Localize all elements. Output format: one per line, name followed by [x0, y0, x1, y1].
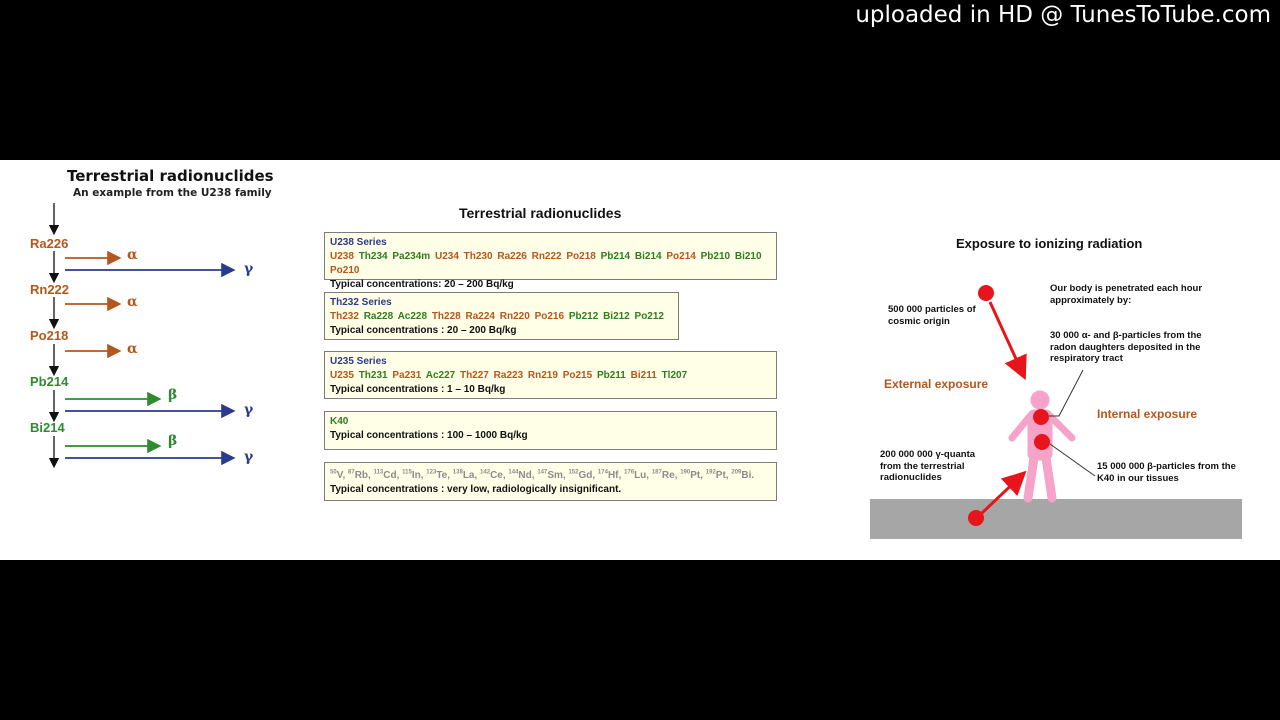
isotope: $^{113}$Cd, — [373, 470, 403, 482]
chain-nuclide: U234 — [434, 251, 459, 262]
chain-nuclide: Ra226 — [497, 251, 527, 262]
tissue-dot — [1034, 434, 1050, 450]
box-concentration: Typical concentrations: 20 – 200 Bq/kg — [330, 279, 514, 290]
box-header: K40 — [330, 416, 349, 427]
gamma-label-pb214: γ — [244, 402, 254, 418]
beta-label-pb214: β — [168, 387, 178, 403]
nuclide-po218: Po218 — [30, 328, 69, 343]
chain-nuclide: Po215 — [562, 370, 593, 381]
chain-nuclide: Rn222 — [531, 251, 562, 262]
isotope: $^{209}$Bi. — [731, 470, 755, 482]
chain-nuclide: Th230 — [463, 251, 493, 262]
chain-nuclide: Bi211 — [630, 370, 657, 381]
box-header: U235 Series — [330, 356, 387, 367]
isotope: $^{138}$La, — [452, 470, 481, 482]
cosmic-text: 500 000 particles of cosmic origin — [888, 304, 976, 327]
chain-nuclide: Pb212 — [568, 311, 599, 322]
isotope: $^{87}$Rb, — [348, 470, 374, 482]
chain-nuclide: U235 — [330, 370, 354, 381]
chain-nuclide: Pb211 — [596, 370, 626, 381]
box-concentration: Typical concentrations : 1 – 10 Bq/kg — [330, 384, 506, 395]
chain-nuclide: Th231 — [358, 370, 388, 381]
k40-leader — [1050, 444, 1095, 476]
box-chain — [330, 310, 673, 324]
chain-nuclide: Th227 — [459, 370, 489, 381]
alpha-label-ra226: α — [127, 247, 138, 263]
isotope: $^{187}$Re, — [651, 470, 681, 482]
box-concentration: Typical concentrations : 20 – 200 Bq/kg — [330, 325, 517, 336]
nuclide-ra226: Ra226 — [30, 236, 69, 251]
watermark: uploaded in HD @ TunesToTube.com — [855, 2, 1271, 28]
series-title: Terrestrial radionuclides — [459, 205, 622, 221]
k40-box — [324, 411, 777, 450]
alpha-label-po218: α — [127, 341, 138, 357]
chain-nuclide: Pb210 — [700, 251, 731, 262]
k40-tissue-text: 15 000 000 β-particles from the K40 in our tissues — [1097, 461, 1236, 484]
chain-nuclide: Pb214 — [600, 251, 631, 262]
body-intro-text: Our body is penetrated each hour approximately by: — [1050, 283, 1203, 306]
isotope: $^{192}$Pt, — [705, 470, 732, 482]
decay-chain-subtitle: An example from the U238 family — [73, 187, 272, 199]
box-chain — [330, 250, 771, 278]
chain-nuclide: Tl207 — [661, 370, 688, 381]
u235-series-box — [324, 351, 777, 399]
radon-leader — [1049, 370, 1083, 416]
decay-chain-title: Terrestrial radionuclides — [67, 167, 274, 185]
nuclide-bi214: Bi214 — [30, 420, 65, 435]
isotope: $^{152}$Gd, — [568, 470, 598, 482]
other-isotopes-box — [324, 462, 777, 501]
chain-nuclide: Po216 — [534, 311, 565, 322]
box-chain — [330, 369, 771, 383]
box-header: U238 Series — [330, 237, 387, 248]
isotope: $^{123}$Te, — [426, 470, 453, 482]
chain-nuclide: Ra228 — [363, 311, 394, 322]
box-concentration: Typical concentrations : 100 – 1000 Bq/kg — [330, 430, 528, 441]
chain-nuclide: Ra223 — [493, 370, 524, 381]
gamma-label-ra226: γ — [244, 261, 254, 277]
u238-series-box — [324, 232, 777, 290]
chain-nuclide: Ac227 — [425, 370, 456, 381]
chain-nuclide: U238 — [330, 251, 354, 262]
box-concentration: Typical concentrations : very low, radiologically insignificant. — [330, 484, 622, 496]
chain-nuclide: Bi214 — [634, 251, 662, 262]
radon-text: 30 000 α- and β-particles from the radon daughters deposited in the respiratory tract — [1050, 330, 1202, 364]
alpha-label-rn222: α — [127, 294, 138, 310]
chain-nuclide: Po214 — [666, 251, 696, 262]
isotope: $^{174}$Hf, — [597, 470, 625, 482]
chain-nuclide: Th232 — [330, 311, 359, 322]
isotope: $^{144}$Nd, — [508, 470, 538, 482]
chain-nuclide: Po210 — [330, 265, 360, 276]
chain-nuclide: Bi210 — [734, 251, 762, 262]
lung-dot — [1033, 409, 1049, 425]
gamma-quanta-text: 200 000 000 γ-quanta from the terrestrial radionuclides — [880, 449, 976, 483]
chain-nuclide: Rn220 — [499, 311, 530, 322]
isotope: $^{50}$V, — [330, 470, 348, 482]
chain-nuclide: Pa231 — [392, 370, 422, 381]
chain-nuclide: Bi212 — [603, 311, 630, 322]
isotope: $^{190}$Pt, — [680, 470, 706, 482]
chain-nuclide: Po218 — [566, 251, 596, 262]
nuclide-pb214: Pb214 — [30, 374, 69, 389]
chain-nuclide: Ac228 — [397, 311, 428, 322]
isotope: $^{176}$Lu, — [624, 470, 652, 482]
isotope: $^{147}$Sm, — [537, 470, 569, 482]
box-header: Th232 Series — [330, 297, 392, 308]
isotope: $^{115}$In, — [402, 470, 427, 482]
th232-series-box — [324, 292, 679, 340]
chain-nuclide: Th234 — [358, 251, 388, 262]
chain-nuclide: Pa234m — [392, 251, 431, 262]
internal-exposure-label: Internal exposure — [1097, 407, 1198, 421]
external-exposure-label: External exposure — [884, 377, 989, 391]
chain-nuclide: Po212 — [634, 311, 664, 322]
chain-nuclide: Th228 — [431, 311, 461, 322]
chain-nuclide: Rn219 — [527, 370, 558, 381]
slide — [0, 160, 1280, 560]
exposure-title: Exposure to ionizing radiation — [956, 236, 1143, 251]
isotope-list — [330, 466, 771, 483]
chain-nuclide: Ra224 — [465, 311, 495, 322]
beta-label-bi214: β — [168, 433, 178, 449]
nuclide-rn222: Rn222 — [30, 282, 70, 297]
isotope: $^{142}$Ce, — [480, 470, 509, 482]
cosmic-particle — [978, 285, 994, 301]
gamma-label-bi214: γ — [244, 449, 254, 465]
